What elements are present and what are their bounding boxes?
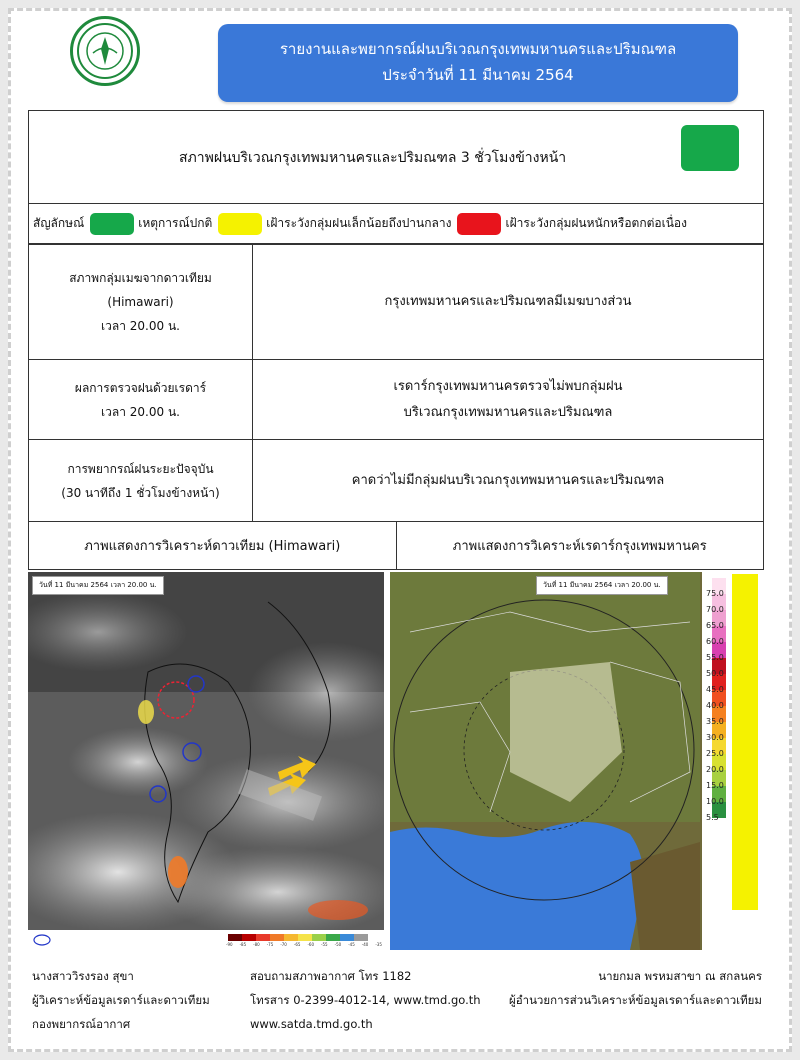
- footer-contact: [250, 964, 481, 1036]
- radar-tick: 15.0: [706, 781, 724, 790]
- report-date: ประจำวันที่ 11 มีนาคม 2564: [382, 66, 574, 84]
- report-title: รายงานและพยากรณ์ฝนบริเวณกรุงเทพมหานครและปริมณฑล: [279, 40, 677, 58]
- radar-timestamp: วันที่ 11 มีนาคม 2564 เวลา 20.00 น.: [536, 576, 668, 595]
- sat-tick: -85: [239, 942, 247, 947]
- nowcast-label-cell: [29, 440, 253, 521]
- footer-director: [509, 964, 762, 1012]
- radar-value-line2: บริเวณกรุงเทพมหานครและปริมณฑล: [403, 404, 613, 420]
- radar-image: [390, 572, 764, 950]
- legend-heavy-rain: เฝ้าระวังกลุ่มฝนหนักหรือตกต่อเนื่อง: [505, 216, 687, 230]
- sat-tick: -40: [361, 942, 369, 947]
- radar-tick: 25.0: [706, 749, 724, 758]
- radar-label: ผลการตรวจฝนด้วยเรดาร์: [74, 380, 207, 395]
- sat-tick: -35: [375, 942, 382, 947]
- satellite-value: กรุงเทพมหานครและปริมณฑลมีเมฆบางส่วน: [384, 294, 632, 309]
- sat-tick: -45: [348, 942, 355, 947]
- legend-label: สัญลักษณ์: [33, 216, 85, 230]
- analyst-division: กองพยากรณ์อากาศ: [32, 1017, 131, 1031]
- rain-status-text: สภาพฝนบริเวณกรุงเทพมหานครและปริมณฑล 3 ชั่วโมงข้างหน้า: [179, 150, 567, 166]
- satellite-label-cell: [29, 245, 253, 359]
- radar-tick: 40.0: [706, 701, 724, 710]
- satellite-map: [28, 572, 384, 950]
- table-row-nowcast: [28, 440, 764, 522]
- satellite-time: เวลา 20.00 น.: [101, 319, 180, 333]
- director-role: ผู้อำนวยการส่วนวิเคราะห์ข้อมูลเรดาร์และดาวเทียม: [508, 993, 762, 1007]
- contact-website-link[interactable]: www.satda.tmd.go.th: [250, 1017, 373, 1031]
- nowcast-value-cell: [253, 440, 763, 521]
- nowcast-value: คาดว่าไม่มีกลุ่มฝนบริเวณกรุงเทพมหานครและปริมณฑล: [351, 472, 665, 488]
- radar-tick: 50.0: [706, 669, 724, 678]
- sat-tick: -80: [253, 942, 260, 947]
- radar-tick: 30.0: [706, 733, 724, 742]
- sat-tick: -65: [293, 942, 301, 947]
- satellite-name: (Himawari): [107, 295, 174, 309]
- satellite-scale-ticks: [226, 942, 382, 947]
- radar-value-line1: เรดาร์กรุงเทพมหานครตรวจไม่พบกลุ่มฝน: [393, 378, 623, 394]
- table-row-satellite: [28, 244, 764, 360]
- tmd-logo: [70, 16, 140, 86]
- analyst-name: นางสาววิรงรอง สุขา: [32, 969, 134, 983]
- radar-tick: 65.0: [706, 621, 724, 630]
- nowcast-range: (30 นาทีถึง 1 ชั่วโมงข้างหน้า): [61, 485, 220, 500]
- radar-tick: 20.0: [706, 765, 724, 774]
- sat-tick: -50: [334, 942, 342, 947]
- legend-light-rain: เฝ้าระวังกลุ่มฝนเล็กน้อยถึงปานกลาง: [266, 216, 452, 230]
- director-name: นายกมล พรหมสาขา ณ สกลนคร: [598, 969, 762, 983]
- radar-tick: 45.0: [706, 685, 724, 694]
- legend-swatch-green: [90, 213, 134, 235]
- legend-swatch-yellow: [218, 213, 262, 235]
- radar-caption: ภาพแสดงการวิเคราะห์เรดาร์กรุงเทพมหานคร: [452, 539, 707, 554]
- satellite-value-cell: [253, 245, 763, 359]
- footer-analyst: [32, 964, 210, 1036]
- info-table: [28, 244, 764, 570]
- radar-tick: 35.0: [706, 717, 724, 726]
- satellite-image: [28, 572, 384, 950]
- contact-fax-link[interactable]: โทรสาร 0-2399-4012-14, www.tmd.go.th: [250, 993, 481, 1007]
- radar-tick: 5.5: [706, 813, 719, 822]
- radar-tick: 10.0: [706, 797, 724, 806]
- satellite-caption: ภาพแสดงการวิเคราะห์ดาวเทียม (Himawari): [29, 522, 397, 569]
- satellite-label: สภาพกลุ่มเมฆจากดาวเทียม: [69, 271, 212, 285]
- sat-tick: -75: [266, 942, 274, 947]
- rain-status-box: [28, 110, 764, 204]
- radar-value-cell: [253, 360, 763, 439]
- radar-label-cell: [29, 360, 253, 439]
- image-captions: [28, 522, 764, 570]
- sat-tick: -90: [226, 942, 233, 947]
- satellite-color-scale: [228, 934, 368, 941]
- tmd-seal-icon: [75, 21, 135, 81]
- legend: [28, 204, 764, 244]
- radar-time: เวลา 20.00 น.: [101, 404, 180, 419]
- report-title-box: [218, 24, 738, 102]
- analyst-role: ผู้วิเคราะห์ข้อมูลเรดาร์และดาวเทียม: [32, 993, 210, 1007]
- radar-scale-ticks: [706, 586, 734, 826]
- nowcast-label: การพยากรณ์ฝนระยะปัจจุบัน: [67, 461, 214, 476]
- rain-status-indicator: [681, 125, 739, 171]
- radar-tick: 75.0: [706, 589, 724, 598]
- radar-tick: 70.0: [706, 605, 724, 614]
- legend-swatch-red: [457, 213, 501, 235]
- sat-tick: -60: [307, 942, 315, 947]
- sat-tick: -70: [280, 942, 287, 947]
- radar-tick: 60.0: [706, 637, 724, 646]
- legend-normal: เหตุการณ์ปกติ: [138, 216, 213, 230]
- sat-tick: -55: [321, 942, 328, 947]
- table-row-radar: [28, 360, 764, 440]
- satellite-timestamp: วันที่ 11 มีนาคม 2564 เวลา 20.00 น.: [32, 576, 164, 595]
- radar-tick: 55.0: [706, 653, 724, 662]
- contact-phone: สอบถามสภาพอากาศ โทร 1182: [250, 969, 412, 983]
